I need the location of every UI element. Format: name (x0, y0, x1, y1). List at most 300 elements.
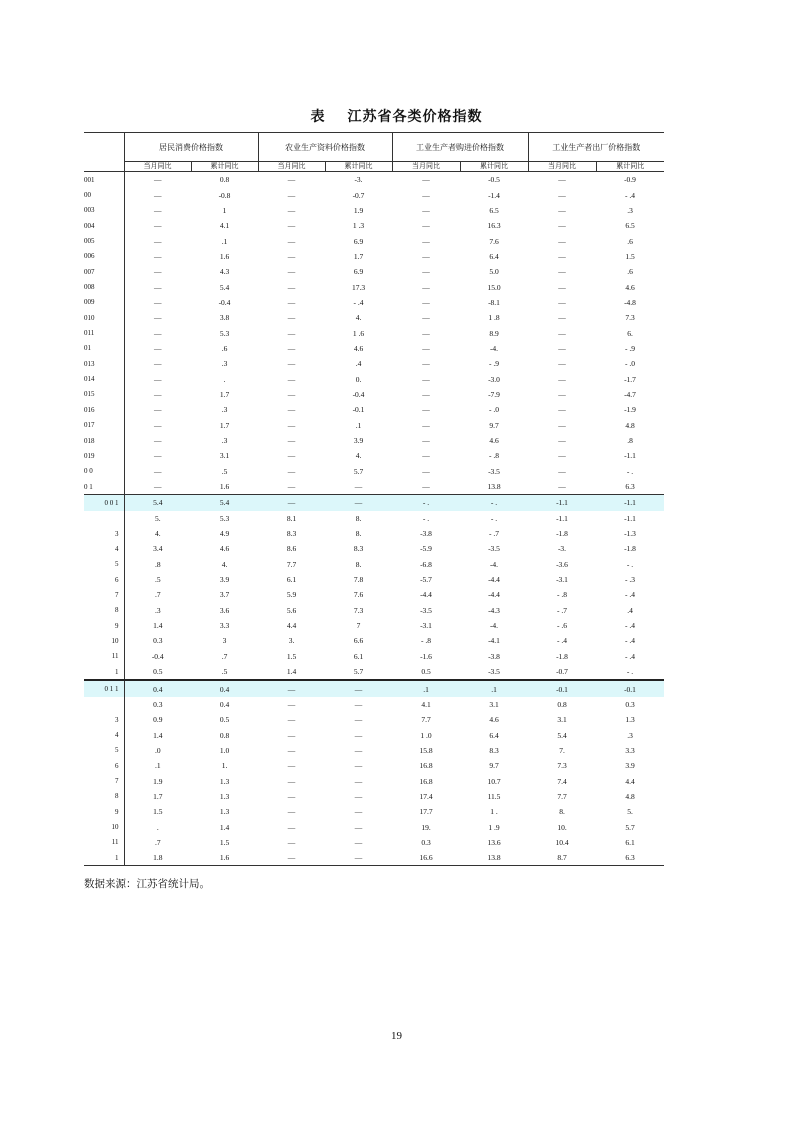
table-row (84, 295, 664, 310)
table-cell: 7.6 (353, 590, 364, 600)
row-label: 006 (84, 252, 95, 261)
table-cell: — (124, 249, 191, 264)
table-cell: — (287, 776, 296, 786)
table-cell: 7. (559, 745, 565, 755)
table-cell: 3.1 (219, 451, 230, 461)
table-cell: — (422, 343, 430, 353)
table-cell: 1.5 (625, 251, 635, 261)
table-cell: — (287, 482, 296, 492)
table-cell: — (558, 343, 566, 353)
table-cell: 6.1 (286, 575, 297, 585)
table-cell: -0.1 (596, 680, 664, 696)
table-cell: - .6 (557, 621, 567, 631)
table-cell: — (124, 325, 191, 340)
table-cell: — (354, 699, 363, 709)
table-cell: 1 . (490, 807, 498, 817)
table-cell: — (287, 761, 296, 771)
table-cell: 5.3 (219, 328, 230, 338)
table-cell: 6. (627, 328, 633, 338)
table-cell: - .4 (625, 590, 635, 600)
table-cell: - . (460, 495, 528, 511)
table-row (84, 743, 664, 758)
table-cell: — (287, 359, 296, 369)
table-cell: — (558, 267, 566, 277)
table-cell: — (422, 374, 430, 384)
table-cell: — (354, 745, 363, 755)
table-cell: 13.8 (460, 850, 528, 866)
table-cell: 5. (627, 807, 633, 817)
table-row (84, 448, 664, 463)
table-cell: — (287, 236, 296, 246)
table-cell: - . (626, 559, 634, 569)
table-cell: 0.3 (421, 837, 431, 847)
table-cell: 10.4 (555, 837, 569, 847)
table-row (84, 479, 664, 495)
table-cell: — (325, 680, 392, 696)
table-cell: 0. (355, 374, 362, 384)
table-cell: — (287, 451, 296, 461)
table-cell: — (124, 387, 191, 402)
table-cell: — (422, 190, 430, 200)
table-cell: 17.7 (419, 807, 433, 817)
table-row (84, 203, 664, 218)
table-cell: — (354, 822, 363, 832)
table-cell: — (422, 221, 430, 231)
table-cell: 6.4 (489, 730, 499, 740)
subheader: 当月同比 (528, 162, 596, 172)
table-cell: 1.8 (124, 850, 191, 866)
group-header: 工业生产者出厂价格指数 (528, 133, 664, 162)
table-cell: 4.8 (625, 791, 635, 801)
data-source-note: 数据来源：江苏省统计局。 (84, 878, 210, 890)
table-row (84, 587, 664, 602)
row-label: 7 (115, 777, 119, 786)
table-cell: — (558, 405, 566, 415)
table-cell: — (124, 371, 191, 386)
table-cell: — (558, 313, 566, 323)
table-cell: — (287, 466, 296, 476)
table-cell: 15.8 (419, 745, 433, 755)
table-cell: — (422, 267, 430, 277)
table-cell: 3.7 (219, 590, 230, 600)
table-cell: 5.4 (191, 495, 258, 511)
table-cell: — (124, 448, 191, 463)
table-cell: -1.1 (624, 451, 636, 461)
table-cell: 6.9 (353, 236, 364, 246)
table-cell: -5.7 (420, 575, 432, 585)
row-label: 8 (115, 792, 119, 801)
table-cell: 7.4 (557, 776, 567, 786)
table-cell: 5.4 (124, 495, 191, 511)
table-row (84, 758, 664, 773)
table-cell: — (558, 221, 566, 231)
table-row (84, 249, 664, 264)
table-cell: 3.1 (557, 715, 567, 725)
table-row (84, 835, 664, 850)
table-cell: 6.4 (489, 251, 499, 261)
table-cell: - .9 (489, 359, 499, 369)
row-label: 00 (84, 191, 91, 200)
table-cell: - .0 (489, 405, 499, 415)
table-cell: — (558, 466, 566, 476)
table-cell: — (287, 205, 296, 215)
row-label: 016 (84, 405, 95, 414)
row-label: 0 0 (84, 467, 93, 476)
table-cell: 1 .8 (488, 313, 500, 323)
table-cell: - .7 (557, 605, 567, 615)
table-cell: — (124, 218, 191, 233)
table-cell: -0.8 (218, 190, 231, 200)
table-cell: 0.8 (219, 730, 230, 740)
table-cell: 1.3 (219, 807, 230, 817)
row-label: 013 (84, 359, 95, 368)
table-cell: — (422, 451, 430, 461)
table-cell: 7.3 (557, 761, 567, 771)
row-label: 010 (84, 313, 95, 322)
table-cell: — (287, 267, 296, 277)
row-label: 009 (84, 298, 95, 307)
table-cell: 4.9 (219, 529, 230, 539)
table-cell: 1 .0 (420, 730, 432, 740)
table-cell: 0.8 (557, 699, 567, 709)
table-cell: - .3 (625, 575, 635, 585)
table-cell: 1.7 (219, 420, 230, 430)
table-cell: -0.1 (528, 680, 596, 696)
table-cell: — (258, 850, 325, 866)
row-label: 007 (84, 267, 95, 276)
table-cell: -1.8 (556, 529, 568, 539)
stub-header (84, 133, 124, 162)
table-cell: 7.3 (625, 313, 635, 323)
table-cell: — (287, 715, 296, 725)
table-cell: — (287, 328, 296, 338)
table-row (84, 727, 664, 742)
table-cell: — (124, 233, 191, 248)
table-cell: 0.5 (124, 664, 191, 680)
row-label (84, 697, 124, 712)
table-cell: .6 (627, 236, 633, 246)
table-cell: 3.8 (219, 313, 230, 323)
table-cell: — (287, 282, 296, 292)
table-cell: 0.4 (219, 699, 230, 709)
table-cell: — (124, 402, 191, 417)
table-cell: - . (490, 513, 498, 523)
table-row (84, 418, 664, 433)
table-cell: - . (392, 495, 460, 511)
table-cell: 4.6 (353, 343, 364, 353)
table-row (84, 649, 664, 664)
table-cell: — (287, 837, 296, 847)
table-cell: -1.1 (528, 495, 596, 511)
table-cell: — (287, 405, 296, 415)
table-cell: - .4 (353, 297, 364, 307)
group-header: 工业生产者购进价格指数 (392, 133, 528, 162)
table-cell: .5 (124, 572, 191, 587)
table-cell: — (558, 389, 566, 399)
table-cell: — (287, 745, 296, 755)
table-cell: -1.4 (488, 190, 500, 200)
table-cell: 7.3 (353, 605, 364, 615)
table-cell: 9.7 (489, 761, 499, 771)
table-cell: -0.7 (556, 667, 568, 677)
row-label: 008 (84, 283, 95, 292)
table-cell: — (422, 466, 430, 476)
table-cell: — (422, 282, 430, 292)
table-cell: 7.8 (353, 575, 364, 585)
row-label: 0 0 1 (84, 495, 124, 511)
table-cell: 7.7 (421, 715, 431, 725)
table-cell: 4.1 (421, 699, 431, 709)
table-cell: 11.5 (487, 791, 501, 801)
table-cell: 8.3 (286, 529, 297, 539)
table-cell: -0.4 (218, 297, 231, 307)
table-row (84, 618, 664, 633)
table-cell: — (558, 205, 566, 215)
table-cell: 8.6 (286, 544, 297, 554)
table-cell: - .4 (625, 636, 635, 646)
table-cell: 6.1 (625, 837, 635, 847)
table-cell: — (558, 420, 566, 430)
row-label: 10 (111, 636, 119, 645)
row-label: 0 1 1 (84, 680, 124, 696)
table-cell: -4.3 (488, 605, 500, 615)
table-cell: — (124, 464, 191, 479)
table-cell: -0.9 (596, 172, 664, 188)
row-label: 9 (115, 807, 119, 816)
table-cell: 5.0 (489, 267, 499, 277)
table-cell: 1.6 (219, 251, 230, 261)
row-label: 004 (84, 221, 95, 230)
table-cell: -1.7 (624, 374, 636, 384)
table-cell: 7 (356, 621, 361, 631)
table-cell: 3.9 (353, 436, 364, 446)
table-cell: 1.7 (124, 789, 191, 804)
table-cell: 1.4 (219, 822, 230, 832)
table-cell: 4.8 (625, 420, 635, 430)
table-cell: .3 (627, 730, 633, 740)
table-cell: — (325, 850, 392, 866)
table-cell: 4.6 (219, 544, 230, 554)
table-cell: 13.8 (487, 482, 501, 492)
table-cell: — (422, 405, 430, 415)
table-cell: -1.3 (624, 529, 636, 539)
table-row (84, 325, 664, 340)
table-row (84, 664, 664, 680)
table-cell: — (422, 482, 430, 492)
table-cell: — (287, 807, 296, 817)
table-cell: 0.4 (124, 680, 191, 696)
table-row (84, 541, 664, 556)
table-cell: 1.6 (219, 482, 230, 492)
table-cell: 1. (221, 761, 228, 771)
table-cell: 3.9 (219, 575, 230, 585)
table-cell: 9.7 (489, 420, 499, 430)
table-cell: — (422, 251, 430, 261)
table-row (84, 789, 664, 804)
table-cell: — (558, 451, 566, 461)
table-cell: -3. (325, 172, 392, 188)
table-cell: — (558, 374, 566, 384)
row-label: 11 (111, 652, 119, 661)
table-cell: 3.4 (124, 541, 191, 556)
table-row (84, 341, 664, 356)
table-row (84, 187, 664, 202)
table-cell: 0.8 (191, 172, 258, 188)
table-row (84, 603, 664, 618)
table-row (84, 218, 664, 233)
table-row (84, 464, 664, 479)
table-cell: -1.1 (624, 513, 636, 523)
table-cell: -0.4 (352, 389, 365, 399)
table-cell: 4.4 (286, 621, 297, 631)
table-row (84, 526, 664, 541)
table-row (84, 680, 664, 696)
table-cell: — (287, 730, 296, 740)
table-cell: -4. (489, 621, 499, 631)
table-cell: 1.7 (219, 389, 230, 399)
table-cell: -3.8 (420, 529, 432, 539)
subheader: 累计同比 (325, 162, 392, 172)
group-header: 农业生产资料价格指数 (258, 133, 392, 162)
table-cell: 13.6 (487, 837, 501, 847)
table-cell: 1 (222, 205, 227, 215)
table-cell: -6.8 (420, 559, 432, 569)
table-cell: - . (626, 667, 634, 677)
row-label: 5 (115, 746, 119, 755)
table-cell: -3.8 (488, 651, 500, 661)
table-cell: 1.6 (191, 850, 258, 866)
table-cell: - .8 (557, 590, 567, 600)
table-cell: -1.1 (556, 513, 568, 523)
table-row (84, 495, 664, 511)
table-cell: .1 (392, 680, 460, 696)
table-cell: — (422, 420, 430, 430)
table-row (84, 572, 664, 587)
table-cell: 7.7 (286, 559, 297, 569)
table-cell: - .4 (557, 636, 567, 646)
table-cell: 0.3 (124, 633, 191, 648)
table-cell: 6.5 (625, 221, 635, 231)
row-label: 1 (115, 667, 119, 676)
table-cell: — (124, 187, 191, 202)
table-cell: 1.9 (124, 773, 191, 788)
table-row (84, 264, 664, 279)
row-label: 10 (111, 823, 119, 832)
table-cell: — (558, 282, 566, 292)
table-cell: .1 (124, 758, 191, 773)
table-cell: - .4 (625, 651, 635, 661)
table-cell: — (354, 791, 363, 801)
table-cell: 6.1 (353, 651, 364, 661)
table-cell: .4 (355, 359, 362, 369)
table-cell: — (287, 436, 296, 446)
table-cell: — (258, 680, 325, 696)
table-cell: — (354, 837, 363, 847)
table-cell: -0.7 (352, 190, 365, 200)
table-cell: . (223, 374, 226, 384)
row-label: 3 (115, 715, 119, 724)
table-cell: .1 (221, 236, 228, 246)
row-label: 11 (111, 838, 119, 847)
table-cell: 3.9 (625, 761, 635, 771)
table-cell: 8.1 (286, 513, 297, 523)
row-label (84, 511, 124, 526)
table-cell: 5.9 (286, 590, 297, 600)
table-row (84, 402, 664, 417)
table-row (84, 773, 664, 788)
table-cell: 4.6 (489, 715, 499, 725)
table-cell: .1 (355, 420, 362, 430)
table-cell: — (287, 313, 296, 323)
table-cell: 0.3 (124, 697, 191, 712)
table-cell: .3 (124, 603, 191, 618)
table-cell: 1 .6 (352, 328, 365, 338)
table-cell: — (558, 482, 566, 492)
table-cell: -3.6 (556, 559, 568, 569)
table-cell: - .9 (625, 343, 635, 353)
table-row (84, 633, 664, 648)
table-cell: 1 .9 (488, 822, 500, 832)
page-title (0, 106, 793, 126)
table-cell: — (354, 776, 363, 786)
table-cell: — (422, 297, 430, 307)
table-cell: 10.7 (487, 776, 501, 786)
table-cell: 8. (355, 559, 362, 569)
table-cell: -4.4 (420, 590, 432, 600)
table-cell: — (287, 389, 296, 399)
table-cell: 4. (355, 451, 362, 461)
table-cell: .4 (627, 605, 633, 615)
table-cell: 1.3 (219, 776, 230, 786)
table-cell: 16.3 (487, 221, 501, 231)
table-cell: — (422, 389, 430, 399)
price-index-table (84, 132, 664, 866)
table-cell: — (124, 295, 191, 310)
table-cell: — (287, 822, 296, 832)
table-cell: — (528, 172, 596, 188)
row-label: 005 (84, 237, 95, 246)
table-cell: 4.3 (219, 267, 230, 277)
page-number: 19 (391, 1030, 402, 1042)
table-cell: — (422, 328, 430, 338)
table-cell: .3 (627, 205, 633, 215)
table-row (84, 511, 664, 526)
table-cell: 1.5 (219, 837, 230, 847)
table-cell: 3.6 (219, 605, 230, 615)
table-cell: - .0 (625, 359, 635, 369)
table-cell: -3.5 (488, 667, 500, 677)
table-cell: .7 (124, 587, 191, 602)
table-cell: — (354, 807, 363, 817)
table-cell: -5.9 (420, 544, 432, 554)
table-cell: 0.9 (124, 712, 191, 727)
table-cell: 17.4 (419, 791, 433, 801)
table-cell: — (124, 279, 191, 294)
table-cell: - .4 (625, 621, 635, 631)
table-cell: 1.4 (124, 618, 191, 633)
table-cell: — (287, 699, 296, 709)
table-cell: 5. (124, 511, 191, 526)
table-cell: -4.1 (488, 636, 500, 646)
table-row (84, 356, 664, 371)
table-body (84, 172, 664, 866)
table-cell: 5.4 (219, 282, 230, 292)
table-row (84, 804, 664, 819)
table-cell: 8. (355, 529, 362, 539)
table-cell: — (287, 190, 296, 200)
subheader: 累计同比 (596, 162, 664, 172)
table-cell: 4.1 (219, 221, 230, 231)
